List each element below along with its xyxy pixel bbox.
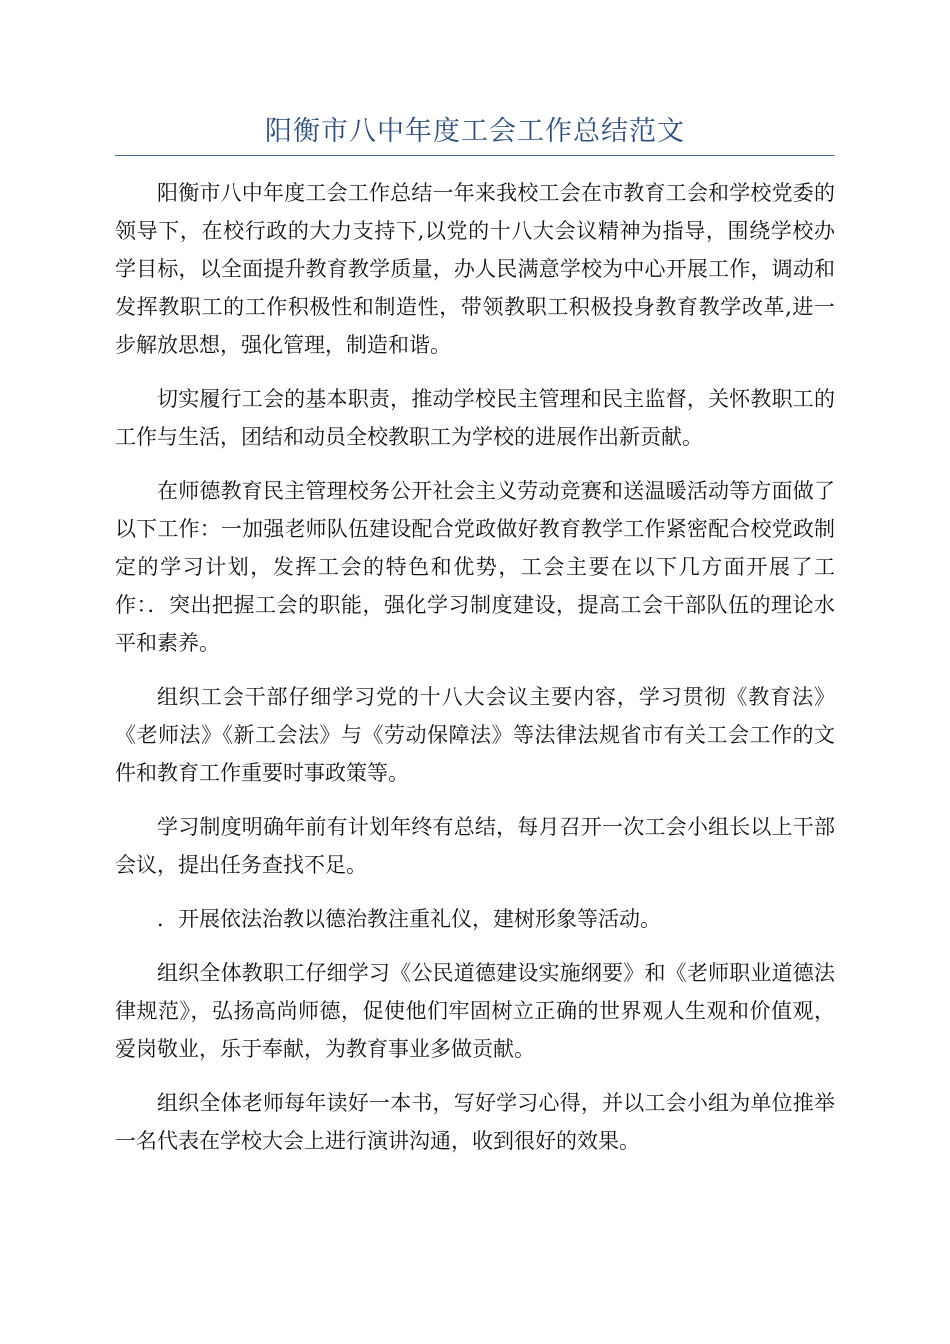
- document-body: [115, 174, 835, 1176]
- paragraph: 学习制度明确年前有计划年终有总结，每月召开一次工会小组长以上干部会议，提出任务查找不足。: [115, 815, 835, 877]
- paragraph: ．开展依法治教以德治教注重礼仪，建树形象等活动。: [157, 907, 661, 931]
- paragraph: 切实履行工会的基本职责，推动学校民主管理和民主监督，关怀教职工的工作与生活，团结和动员全校教职工为学校的进展作出新贡献。: [115, 387, 835, 449]
- paragraph: 组织全体老师每年读好一本书，写好学习心得，并以工会小组为单位推举一名代表在学校大会上进行演讲沟通，收到很好的效果。: [115, 1091, 835, 1153]
- paragraph: 组织工会干部仔细学习党的十八大会议主要内容，学习贯彻《教育法》《老师法》《新工会法》与《劳动保障法》等法律法规省市有关工会工作的文件和教育工作重要时事政策等。: [115, 685, 835, 785]
- paragraph: 组织全体教职工仔细学习《公民道德建设实施纲要》和《老师职业道德法律规范》，弘扬高尚师德，促使他们牢固树立正确的世界观人生观和价值观，爱岗敬业，乐于奉献，为教育事业多做贡献。: [115, 961, 835, 1061]
- paragraph: 在师德教育民主管理校务公开社会主义劳动竞赛和送温暖活动等方面做了以下工作：一加强老师队伍建设配合党政做好教育教学工作紧密配合校党政制定的学习计划，发挥工会的特色和优势，工会主要在以下几方面开展了工作：．突出把握工会的职能，强化学习制度建设，提高工会干部队伍的理论水平和素养。: [115, 479, 835, 655]
- document-title: 阳衡市八中年度工会工作总结范文: [115, 108, 835, 156]
- paragraph: 阳衡市八中年度工会工作总结一年来我校工会在市教育工会和学校党委的领导下，在校行政的大力支持下,以党的十八大会议精神为指导，围绕学校办学目标，以全面提升教育教学质量，办人民满意学校为中心开展工作，调动和发挥教职工的工作积极性和制造性，带领教职工积极投身教育教学改革,进一步解放思想，强化管理，制造和谐。: [115, 181, 835, 357]
